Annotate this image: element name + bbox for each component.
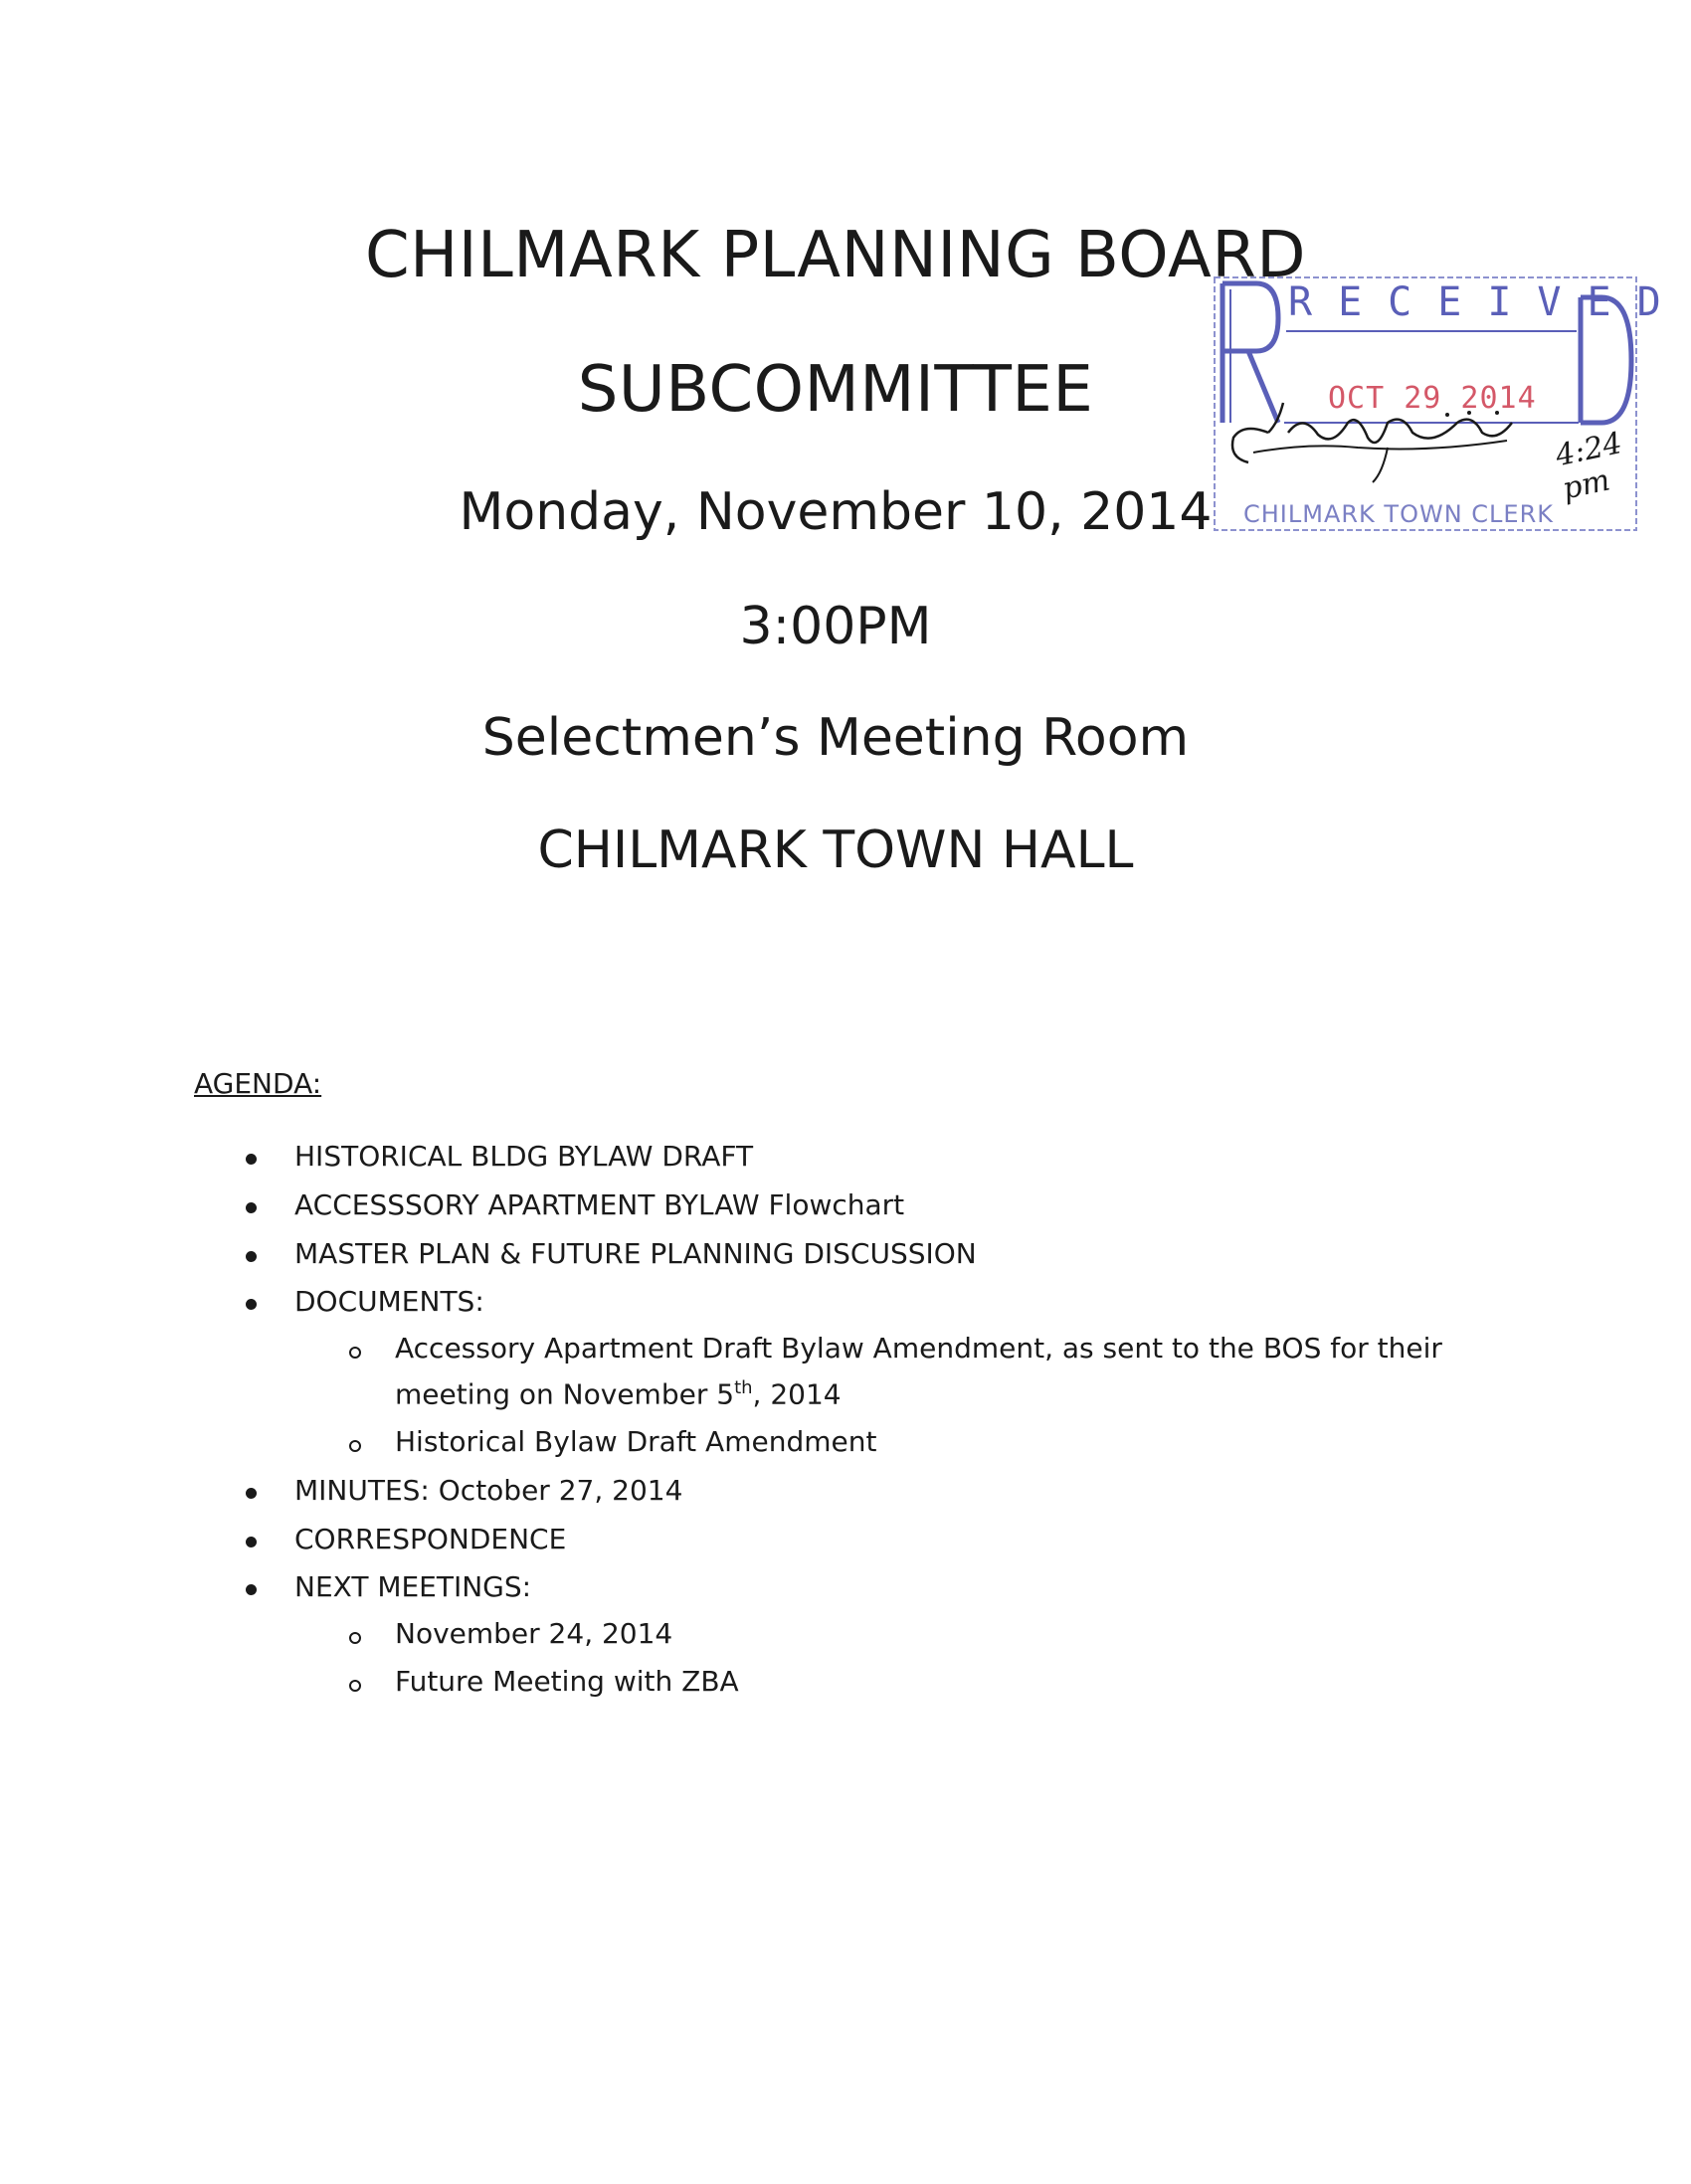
stamp-date: OCT 29 2014 (1328, 381, 1537, 416)
ordinal-suffix: th (734, 1377, 753, 1398)
title-line-1: CHILMARK PLANNING BOARD (364, 219, 1307, 292)
sub-bullet-icon (349, 1632, 361, 1644)
next-meeting-item: Future Meeting with ZBA (395, 1665, 739, 1698)
agenda-item: NEXT MEETINGS: (294, 1570, 532, 1603)
next-meeting-item: November 24, 2014 (395, 1617, 673, 1650)
bullet-icon (246, 1488, 257, 1499)
agenda-label: AGENDA: (194, 1067, 322, 1100)
bullet-icon (246, 1584, 257, 1595)
bullet-icon (246, 1202, 257, 1213)
agenda-item: DOCUMENTS: (294, 1285, 484, 1318)
agenda-item: MASTER PLAN & FUTURE PLANNING DISCUSSION (294, 1237, 977, 1270)
bullet-icon (246, 1537, 257, 1547)
stamp-office: CHILMARK TOWN CLERK (1243, 500, 1554, 528)
agenda-item: MINUTES: October 27, 2014 (294, 1474, 683, 1507)
agenda-item: CORRESPONDENCE (294, 1523, 567, 1555)
received-stamp (1209, 273, 1687, 542)
sub-bullet-icon (349, 1440, 361, 1452)
handwritten-time: 4:24 pm (1552, 426, 1625, 507)
sub-bullet-icon (349, 1347, 361, 1359)
sub-bullet-icon (349, 1680, 361, 1692)
bullet-icon (246, 1154, 257, 1165)
bullet-icon (246, 1299, 257, 1310)
title-line-2: SUBCOMMITTEE (577, 353, 1094, 427)
document-item-continued (395, 1377, 842, 1410)
meeting-room: Selectmen’s Meeting Room (481, 708, 1190, 768)
bullet-icon (246, 1251, 257, 1262)
document-item-text: meeting on November 5 (395, 1377, 735, 1411)
meeting-location: CHILMARK TOWN HALL (537, 820, 1134, 880)
agenda-item: ACCESSSORY APARTMENT BYLAW Flowchart (294, 1188, 905, 1221)
meeting-time: 3:00PM (739, 597, 932, 656)
document-item: Historical Bylaw Draft Amendment (395, 1425, 877, 1458)
agenda-item: HISTORICAL BLDG BYLAW DRAFT (294, 1140, 754, 1173)
document-item: Accessory Apartment Draft Bylaw Amendment, as sent to the BOS for their (395, 1332, 1442, 1365)
stamp-received-text: RECEIVED (1288, 279, 1687, 325)
meeting-date: Monday, November 10, 2014 (459, 482, 1213, 542)
document-item-year: , 2014 (752, 1377, 842, 1411)
